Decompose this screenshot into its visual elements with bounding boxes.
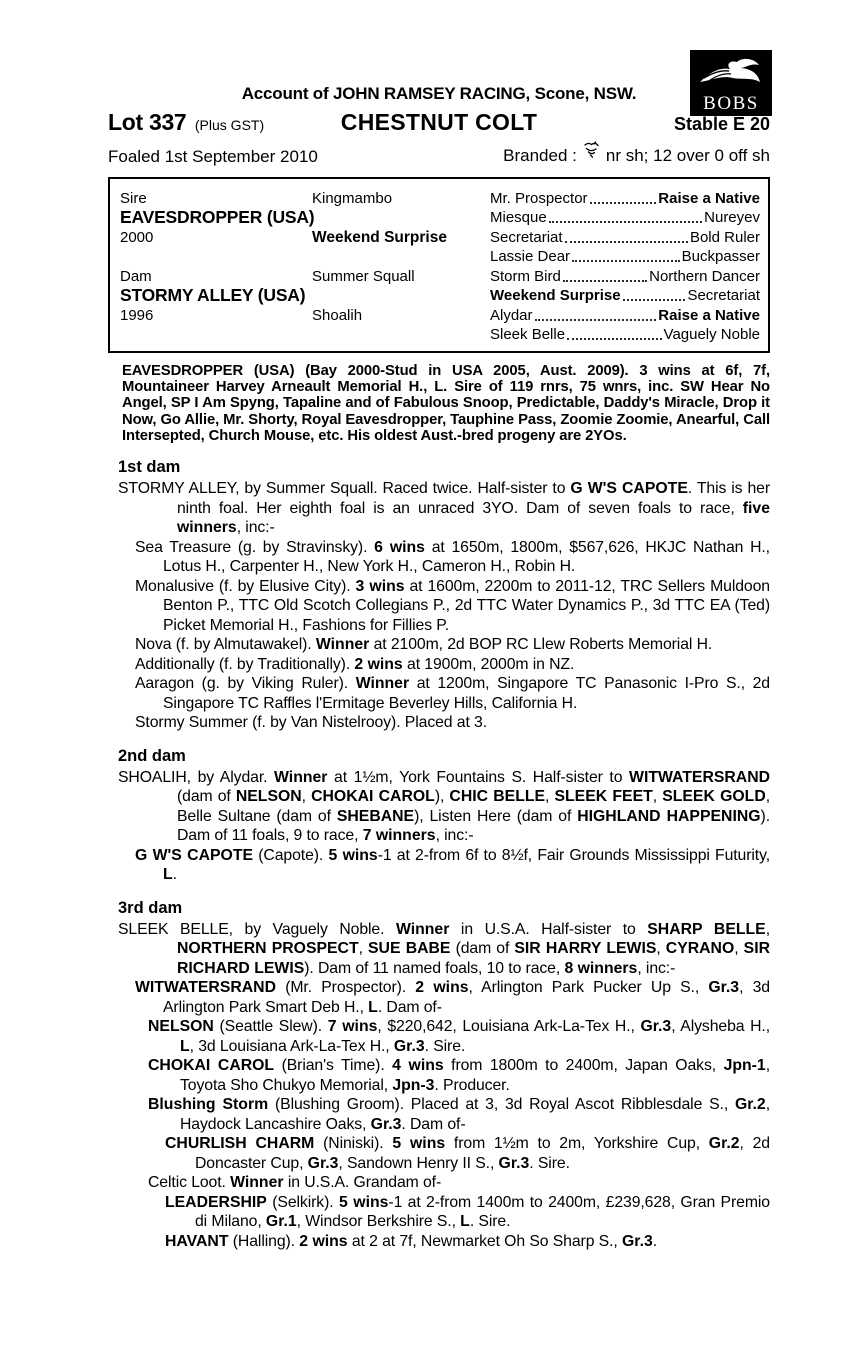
generation-line: [490, 326, 760, 343]
generation-line: [490, 307, 760, 324]
branded-info: [503, 145, 770, 167]
pedigree-row: [120, 207, 760, 227]
catalog-content: [108, 0, 770, 1251]
pedigree-cell: Shoalih: [312, 306, 363, 324]
dam-entry: STORMY ALLEY, by Summer Squall. Raced twice. Half-sister to G W'S CAPOTE. This is her ninth foal. Her eighth foal is an unraced 3YO. Dam of seven foals to race, five winners, inc:-: [118, 480, 770, 537]
foaled-branded-line: [108, 145, 770, 167]
progeny-entry: Monalusive (f. by Elusive City). 3 wins at 1600m, 2200m to 2011-12, TRC Sellers Muldoon Benton P., TTC Old Scotch Collegians P., 2d TTC Water Dynamics P., 3d TTC EA (Ted) Picket Memorial H., Fashions for Fillies P.: [135, 577, 770, 634]
pedigree-cell: 1996: [120, 306, 154, 324]
progeny-entry: Blushing Storm (Blushing Groom). Placed at 3, 3d Royal Ascot Ribblesdale S., Gr.2, Haydock Lancashire Oaks, Gr.3. Dam of-: [148, 1096, 770, 1133]
ancestor-name: Nureyev: [704, 209, 760, 226]
ancestor-name: Mr. Prospector: [490, 189, 588, 207]
dot-leader: [590, 202, 657, 204]
pedigree-table: [108, 177, 770, 353]
pedigree-cell: Sire: [120, 189, 147, 207]
pedigree-row: [120, 265, 760, 285]
pedigree-row: [120, 285, 760, 305]
generation-line: [490, 268, 760, 285]
pedigree-row: [120, 246, 760, 266]
dam-sections: [108, 458, 770, 1251]
foaled-date: Foaled 1st September 2010: [108, 147, 318, 166]
account-line: Account of JOHN RAMSEY RACING, Scone, NSW.: [241, 84, 637, 103]
progeny-entry: G W'S CAPOTE (Capote). 5 wins-1 at 2-from 6f to 8½f, Fair Grounds Mississippi Futurity, L.: [135, 846, 771, 884]
branded-prefix: Branded :: [503, 146, 577, 165]
lot-number: Lot 337: [108, 109, 187, 135]
ancestor-name: Weekend Surprise: [490, 287, 621, 304]
progeny-entry: CHOKAI CAROL (Brian's Time). 4 wins from 1800m to 2400m, Japan Oaks, Jpn-1, Toyota Sho Chukyo Memorial, Jpn-3. Producer.: [148, 1057, 770, 1094]
generation-line: [490, 248, 760, 265]
ancestor-name: Secretariat: [490, 228, 563, 246]
dam-section-heading: 2nd dam: [118, 746, 186, 765]
ancestor-name: Alydar: [490, 306, 533, 324]
generation-line: [490, 287, 760, 304]
gst-note: (Plus GST): [194, 117, 265, 133]
ancestor-name: Raise a Native: [658, 306, 760, 324]
ancestor-name: Vaguely Noble: [663, 326, 760, 343]
progeny-entry: Stormy Summer (f. by Van Nistelrooy). Placed at 3.: [135, 714, 488, 732]
dam-entry: SHOALIH, by Alydar. Winner at 1½m, York Fountains S. Half-sister to WITWATERSRAND (dam of NELSON, CHOKAI CAROL), CHIC BELLE, SLEEK FEET, SLEEK GOLD, Belle Sultane (dam of SHEBANE), Listen Here (dam of HIGHLAND HAPPENING). Dam of 11 foals, 9 to race, 7 winners, inc:-: [118, 768, 771, 845]
pedigree-cell: Dam: [120, 267, 152, 285]
ancestor-name: Buckpasser: [681, 248, 760, 265]
progeny-entry: Sea Treasure (g. by Stravinsky). 6 wins at 1650m, 1800m, $567,626, HKJC Nathan H., Lotus H., Carpenter H., New York H., Cameron H., Robin H.: [135, 538, 770, 576]
pedigree-cell: Kingmambo: [312, 189, 393, 207]
progeny-entry: LEADERSHIP (Selkirk). 5 wins-1 at 2-from 1400m to 2400m, £239,628, Gran Premio di Milano, Gr.1, Windsor Berkshire S., L. Sire.: [165, 1193, 770, 1231]
progeny-entry: NELSON (Seattle Slew). 7 wins, $220,642, Louisiana Ark-La-Tex H., Gr.3, Alysheba H., L, 3d Louisiana Ark-La-Tex H., Gr.3. Sire.: [148, 1018, 770, 1055]
ancestor-name: Miesque: [490, 209, 547, 226]
pedigree-row: [120, 187, 760, 207]
pedigree-cell: STORMY ALLEY (USA): [120, 285, 306, 305]
pedigree-cell: 2000: [120, 228, 154, 246]
generation-line: [490, 209, 760, 226]
dam-section-heading: 3rd dam: [118, 898, 183, 917]
lot-left: [108, 109, 264, 136]
progeny-entry: Celtic Loot. Winner in U.S.A. Grandam of-: [148, 1174, 442, 1192]
ancestor-name: Northern Dancer: [649, 267, 760, 285]
dot-leader: [572, 260, 680, 262]
sire-summary: EAVESDROPPER (USA) (Bay 2000-Stud in USA 2005, Aust. 2009). 3 wins at 6f, 7f, Mountaineer Harvey Arneault Memorial H., L. Sire of 119 rnrs, 75 wnrs, inc. SW Hear No Angel, SP I Am Spyng, Tapaline and of Fabulous Snoop, Predictable, Daddy's Miracle, Drop it Now, Go Allie, Mr. Shorty, Royal Eavesdropper, Tauphine Pass, Zoomie Zoomie, Anearful, Call Intersepted, Church Mouse, etc. His oldest Aust.-bred progeny are 2YOs.: [122, 363, 770, 444]
generation-line: [490, 229, 760, 246]
pedigree-row: [120, 304, 760, 324]
ancestor-name: Raise a Native: [658, 189, 760, 207]
dam-entry: SLEEK BELLE, by Vaguely Noble. Winner in U.S.A. Half-sister to SHARP BELLE, NORTHERN PROSPECT, SUE BABE (dam of SIR HARRY LEWIS, CYRANO, SIR RICHARD LEWIS). Dam of 11 named foals, 10 to race, 8 winners, inc:-: [118, 920, 770, 977]
horse-title: CHESTNUT COLT: [340, 109, 538, 135]
progeny-entry: Aaragon (g. by Viking Ruler). Winner at 1200m, Singapore TC Panasonic I-Pro S., 2d Singapore TC Raffles l'Ermitage Beverley Hills, California H.: [135, 675, 770, 712]
pedigree-row: [120, 226, 760, 246]
lot-line: [108, 109, 770, 136]
ancestor-name: Lassie Dear: [490, 248, 571, 265]
stable-label: Stable E 20: [673, 114, 770, 134]
dam-section-heading: 1st dam: [118, 458, 181, 477]
progeny-entry: Nova (f. by Almutawakel). Winner at 2100m, 2d BOP RC Llew Roberts Memorial H.: [135, 636, 713, 654]
dot-leader: [565, 241, 688, 243]
ancestor-name: Secretariat: [687, 287, 760, 304]
brand-mark-icon: [582, 141, 601, 163]
progeny-entry: Additionally (f. by Traditionally). 2 wins at 1900m, 2000m in NZ.: [135, 655, 575, 673]
ancestor-name: Storm Bird: [490, 267, 561, 285]
pedigree-cell: Weekend Surprise: [312, 228, 447, 246]
dot-leader: [623, 299, 686, 301]
bobs-logo-label: BOBS: [703, 93, 759, 114]
generation-line: [490, 190, 760, 207]
dot-leader: [549, 221, 702, 223]
progeny-entry: HAVANT (Halling). 2 wins at 2 at 7f, Newmarket Oh So Sharp S., Gr.3.: [165, 1232, 658, 1250]
pedigree-row: [120, 324, 760, 344]
dot-leader: [535, 319, 657, 321]
progeny-entry: WITWATERSRAND (Mr. Prospector). 2 wins, Arlington Park Pucker Up S., Gr.3, 3d Arlington Park Smart Deb H., L. Dam of-: [135, 979, 770, 1016]
dot-leader: [563, 280, 647, 282]
pedigree-cell: Summer Squall: [312, 267, 415, 285]
pedigree-cell: EAVESDROPPER (USA): [120, 207, 315, 227]
progeny-entry: CHURLISH CHARM (Niniski). 5 wins from 1½m to 2m, Yorkshire Cup, Gr.2, 2d Doncaster Cup, Gr.3, Sandown Henry II S., Gr.3. Sire.: [165, 1135, 770, 1172]
ancestor-name: Bold Ruler: [689, 228, 760, 246]
ancestor-name: Sleek Belle: [490, 326, 566, 343]
dot-leader: [567, 338, 662, 340]
branded-text: nr sh; 12 over 0 off sh: [605, 146, 770, 165]
